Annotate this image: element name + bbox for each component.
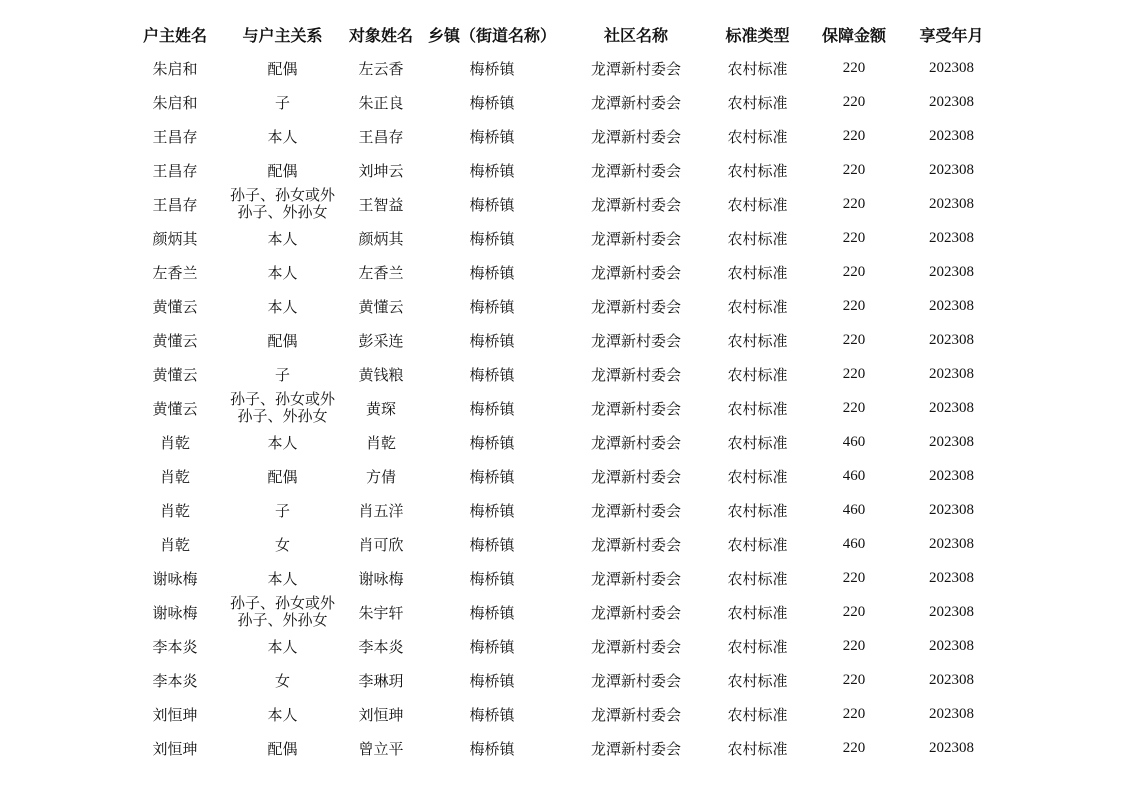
cell-community-name: 龙潭新村委会 <box>590 93 681 112</box>
cell-head-of-household-name: 肖乾 <box>159 501 190 520</box>
cell-benefit-month: 202308 <box>929 365 974 382</box>
cell-benefit-month: 202308 <box>929 671 974 688</box>
table-row <box>125 595 1000 629</box>
cell-benefit-month: 202308 <box>929 433 974 450</box>
cell-relationship: 孙子、孙女或外孙子、外孙女 <box>229 391 335 425</box>
cell-township: 梅桥镇 <box>469 467 515 486</box>
cell-head-of-household-name: 王昌存 <box>152 127 198 146</box>
cell-relationship: 本人 <box>267 637 298 656</box>
table-row <box>125 187 1000 221</box>
cell-township: 梅桥镇 <box>469 93 515 112</box>
cell-community-name: 龙潭新村委会 <box>590 637 681 656</box>
cell-benefit-amount: 220 <box>842 569 866 586</box>
cell-recipient-name: 曾立平 <box>358 739 404 758</box>
cell-township: 梅桥镇 <box>469 195 515 214</box>
cell-relationship: 女 <box>274 535 290 554</box>
cell-standard-type: 农村标准 <box>727 297 788 316</box>
cell-community-name: 龙潭新村委会 <box>590 433 681 452</box>
column-header-township: 乡镇（街道名称） <box>427 25 556 45</box>
column-header-benefit-month: 享受年月 <box>919 25 984 45</box>
cell-community-name: 龙潭新村委会 <box>590 399 681 418</box>
table-row <box>125 85 1000 119</box>
cell-community-name: 龙潭新村委会 <box>590 467 681 486</box>
column-header-benefit-amount: 保障金额 <box>821 25 886 45</box>
cell-recipient-name: 肖五洋 <box>358 501 404 520</box>
cell-relationship: 本人 <box>267 263 298 282</box>
cell-benefit-month: 202308 <box>929 399 974 416</box>
cell-relationship: 配偶 <box>267 59 298 78</box>
cell-township: 梅桥镇 <box>469 739 515 758</box>
cell-benefit-amount: 460 <box>842 433 866 450</box>
cell-relationship: 女 <box>274 671 290 690</box>
cell-benefit-amount: 220 <box>842 161 866 178</box>
cell-head-of-household-name: 李本炎 <box>152 637 198 656</box>
cell-benefit-amount: 220 <box>842 331 866 348</box>
cell-community-name: 龙潭新村委会 <box>590 603 681 622</box>
cell-standard-type: 农村标准 <box>727 195 788 214</box>
cell-recipient-name: 朱正良 <box>358 93 404 112</box>
cell-recipient-name: 谢咏梅 <box>358 569 404 588</box>
cell-relationship: 本人 <box>267 297 298 316</box>
cell-township: 梅桥镇 <box>469 365 515 384</box>
cell-relationship: 配偶 <box>267 467 298 486</box>
table-row <box>125 323 1000 357</box>
cell-community-name: 龙潭新村委会 <box>590 263 681 282</box>
cell-head-of-household-name: 左香兰 <box>152 263 198 282</box>
cell-standard-type: 农村标准 <box>727 637 788 656</box>
cell-relationship: 孙子、孙女或外孙子、外孙女 <box>229 595 335 629</box>
cell-recipient-name: 王昌存 <box>358 127 404 146</box>
table-row <box>125 663 1000 697</box>
column-header-relationship: 与户主关系 <box>242 25 323 45</box>
cell-community-name: 龙潭新村委会 <box>590 195 681 214</box>
cell-head-of-household-name: 颜炳其 <box>152 229 198 248</box>
cell-township: 梅桥镇 <box>469 127 515 146</box>
cell-benefit-month: 202308 <box>929 739 974 756</box>
cell-standard-type: 农村标准 <box>727 93 788 112</box>
cell-recipient-name: 肖乾 <box>365 433 396 452</box>
cell-standard-type: 农村标准 <box>727 603 788 622</box>
cell-recipient-name: 黄琛 <box>365 399 396 418</box>
cell-head-of-household-name: 黄懂云 <box>152 297 198 316</box>
table-row <box>125 459 1000 493</box>
cell-township: 梅桥镇 <box>469 637 515 656</box>
cell-benefit-amount: 460 <box>842 535 866 552</box>
cell-benefit-month: 202308 <box>929 195 974 212</box>
cell-relationship: 配偶 <box>267 331 298 350</box>
cell-community-name: 龙潭新村委会 <box>590 501 681 520</box>
cell-benefit-month: 202308 <box>929 637 974 654</box>
cell-relationship: 孙子、孙女或外孙子、外孙女 <box>229 187 335 221</box>
cell-relationship: 配偶 <box>267 739 298 758</box>
cell-township: 梅桥镇 <box>469 263 515 282</box>
cell-head-of-household-name: 朱启和 <box>152 93 198 112</box>
cell-head-of-household-name: 肖乾 <box>159 433 190 452</box>
table-row <box>125 731 1000 765</box>
column-header-head-of-household-name: 户主姓名 <box>142 25 207 45</box>
cell-township: 梅桥镇 <box>469 501 515 520</box>
cell-community-name: 龙潭新村委会 <box>590 705 681 724</box>
table-row <box>125 527 1000 561</box>
cell-benefit-amount: 220 <box>842 365 866 382</box>
cell-standard-type: 农村标准 <box>727 705 788 724</box>
cell-township: 梅桥镇 <box>469 569 515 588</box>
cell-recipient-name: 李琳玥 <box>358 671 404 690</box>
cell-benefit-amount: 220 <box>842 127 866 144</box>
cell-head-of-household-name: 肖乾 <box>159 467 190 486</box>
cell-township: 梅桥镇 <box>469 229 515 248</box>
table-row <box>125 357 1000 391</box>
cell-standard-type: 农村标准 <box>727 263 788 282</box>
cell-head-of-household-name: 王昌存 <box>152 195 198 214</box>
cell-community-name: 龙潭新村委会 <box>590 365 681 384</box>
cell-benefit-amount: 220 <box>842 59 866 76</box>
cell-relationship: 本人 <box>267 569 298 588</box>
column-header-community-name: 社区名称 <box>603 25 668 45</box>
cell-head-of-household-name: 刘恒珅 <box>152 739 198 758</box>
cell-standard-type: 农村标准 <box>727 535 788 554</box>
cell-recipient-name: 颜炳其 <box>358 229 404 248</box>
table-row <box>125 629 1000 663</box>
cell-benefit-month: 202308 <box>929 535 974 552</box>
document-sheet <box>125 17 1035 765</box>
cell-relationship: 本人 <box>267 705 298 724</box>
cell-township: 梅桥镇 <box>469 705 515 724</box>
cell-benefit-month: 202308 <box>929 467 974 484</box>
cell-benefit-amount: 220 <box>842 229 866 246</box>
cell-standard-type: 农村标准 <box>727 161 788 180</box>
cell-standard-type: 农村标准 <box>727 433 788 452</box>
cell-head-of-household-name: 谢咏梅 <box>152 603 198 622</box>
cell-relationship: 本人 <box>267 229 298 248</box>
cell-relationship: 配偶 <box>267 161 298 180</box>
cell-head-of-household-name: 黄懂云 <box>152 399 198 418</box>
cell-community-name: 龙潭新村委会 <box>590 331 681 350</box>
cell-relationship: 子 <box>274 501 290 520</box>
cell-head-of-household-name: 黄懂云 <box>152 331 198 350</box>
cell-benefit-month: 202308 <box>929 93 974 110</box>
cell-benefit-amount: 220 <box>842 399 866 416</box>
cell-relationship: 子 <box>274 93 290 112</box>
cell-head-of-household-name: 王昌存 <box>152 161 198 180</box>
cell-community-name: 龙潭新村委会 <box>590 535 681 554</box>
cell-benefit-amount: 220 <box>842 603 866 620</box>
cell-township: 梅桥镇 <box>469 399 515 418</box>
cell-standard-type: 农村标准 <box>727 399 788 418</box>
table-row <box>125 425 1000 459</box>
cell-recipient-name: 左云香 <box>358 59 404 78</box>
cell-benefit-amount: 220 <box>842 637 866 654</box>
cell-benefit-amount: 220 <box>842 739 866 756</box>
cell-standard-type: 农村标准 <box>727 229 788 248</box>
cell-community-name: 龙潭新村委会 <box>590 127 681 146</box>
cell-head-of-household-name: 肖乾 <box>159 535 190 554</box>
cell-recipient-name: 黄懂云 <box>358 297 404 316</box>
cell-head-of-household-name: 谢咏梅 <box>152 569 198 588</box>
cell-benefit-month: 202308 <box>929 331 974 348</box>
cell-recipient-name: 方倩 <box>365 467 396 486</box>
cell-standard-type: 农村标准 <box>727 569 788 588</box>
benefit-table <box>125 17 1000 765</box>
cell-benefit-amount: 460 <box>842 467 866 484</box>
cell-benefit-month: 202308 <box>929 229 974 246</box>
cell-community-name: 龙潭新村委会 <box>590 671 681 690</box>
cell-recipient-name: 朱宇轩 <box>358 603 404 622</box>
cell-head-of-household-name: 刘恒珅 <box>152 705 198 724</box>
cell-township: 梅桥镇 <box>469 59 515 78</box>
table-row <box>125 221 1000 255</box>
cell-standard-type: 农村标准 <box>727 365 788 384</box>
column-header-recipient-name: 对象姓名 <box>348 25 413 45</box>
column-header-standard-type: 标准类型 <box>725 25 790 45</box>
table-row <box>125 561 1000 595</box>
cell-relationship: 本人 <box>267 127 298 146</box>
cell-township: 梅桥镇 <box>469 603 515 622</box>
table-body <box>125 51 1000 765</box>
cell-standard-type: 农村标准 <box>727 127 788 146</box>
cell-benefit-amount: 220 <box>842 705 866 722</box>
cell-recipient-name: 左香兰 <box>358 263 404 282</box>
table-row <box>125 391 1000 425</box>
cell-head-of-household-name: 朱启和 <box>152 59 198 78</box>
cell-head-of-household-name: 李本炎 <box>152 671 198 690</box>
cell-recipient-name: 黄钱粮 <box>358 365 404 384</box>
cell-head-of-household-name: 黄懂云 <box>152 365 198 384</box>
cell-standard-type: 农村标准 <box>727 467 788 486</box>
cell-benefit-month: 202308 <box>929 263 974 280</box>
cell-benefit-amount: 220 <box>842 263 866 280</box>
cell-recipient-name: 李本炎 <box>358 637 404 656</box>
cell-community-name: 龙潭新村委会 <box>590 297 681 316</box>
cell-benefit-amount: 220 <box>842 93 866 110</box>
cell-benefit-amount: 220 <box>842 195 866 212</box>
cell-standard-type: 农村标准 <box>727 331 788 350</box>
cell-township: 梅桥镇 <box>469 161 515 180</box>
table-row <box>125 153 1000 187</box>
cell-standard-type: 农村标准 <box>727 501 788 520</box>
cell-recipient-name: 彭采连 <box>358 331 404 350</box>
cell-recipient-name: 王智益 <box>358 195 404 214</box>
cell-recipient-name: 刘坤云 <box>358 161 404 180</box>
table-row <box>125 255 1000 289</box>
cell-benefit-month: 202308 <box>929 569 974 586</box>
cell-relationship: 本人 <box>267 433 298 452</box>
cell-recipient-name: 刘恒珅 <box>358 705 404 724</box>
cell-township: 梅桥镇 <box>469 331 515 350</box>
cell-benefit-month: 202308 <box>929 297 974 314</box>
cell-standard-type: 农村标准 <box>727 739 788 758</box>
table-row <box>125 119 1000 153</box>
cell-benefit-month: 202308 <box>929 59 974 76</box>
table-row <box>125 51 1000 85</box>
cell-benefit-month: 202308 <box>929 501 974 518</box>
cell-relationship: 子 <box>274 365 290 384</box>
cell-benefit-amount: 220 <box>842 297 866 314</box>
cell-recipient-name: 肖可欣 <box>358 535 404 554</box>
cell-township: 梅桥镇 <box>469 535 515 554</box>
cell-benefit-month: 202308 <box>929 161 974 178</box>
cell-community-name: 龙潭新村委会 <box>590 569 681 588</box>
cell-community-name: 龙潭新村委会 <box>590 229 681 248</box>
cell-benefit-month: 202308 <box>929 603 974 620</box>
cell-benefit-month: 202308 <box>929 705 974 722</box>
cell-community-name: 龙潭新村委会 <box>590 161 681 180</box>
table-header <box>125 17 1000 51</box>
cell-community-name: 龙潭新村委会 <box>590 739 681 758</box>
table-row <box>125 289 1000 323</box>
cell-benefit-month: 202308 <box>929 127 974 144</box>
header-row <box>125 17 1000 51</box>
cell-benefit-amount: 460 <box>842 501 866 518</box>
cell-benefit-amount: 220 <box>842 671 866 688</box>
cell-township: 梅桥镇 <box>469 671 515 690</box>
table-row <box>125 697 1000 731</box>
cell-standard-type: 农村标准 <box>727 671 788 690</box>
cell-community-name: 龙潭新村委会 <box>590 59 681 78</box>
cell-standard-type: 农村标准 <box>727 59 788 78</box>
cell-township: 梅桥镇 <box>469 433 515 452</box>
cell-township: 梅桥镇 <box>469 297 515 316</box>
table-row <box>125 493 1000 527</box>
